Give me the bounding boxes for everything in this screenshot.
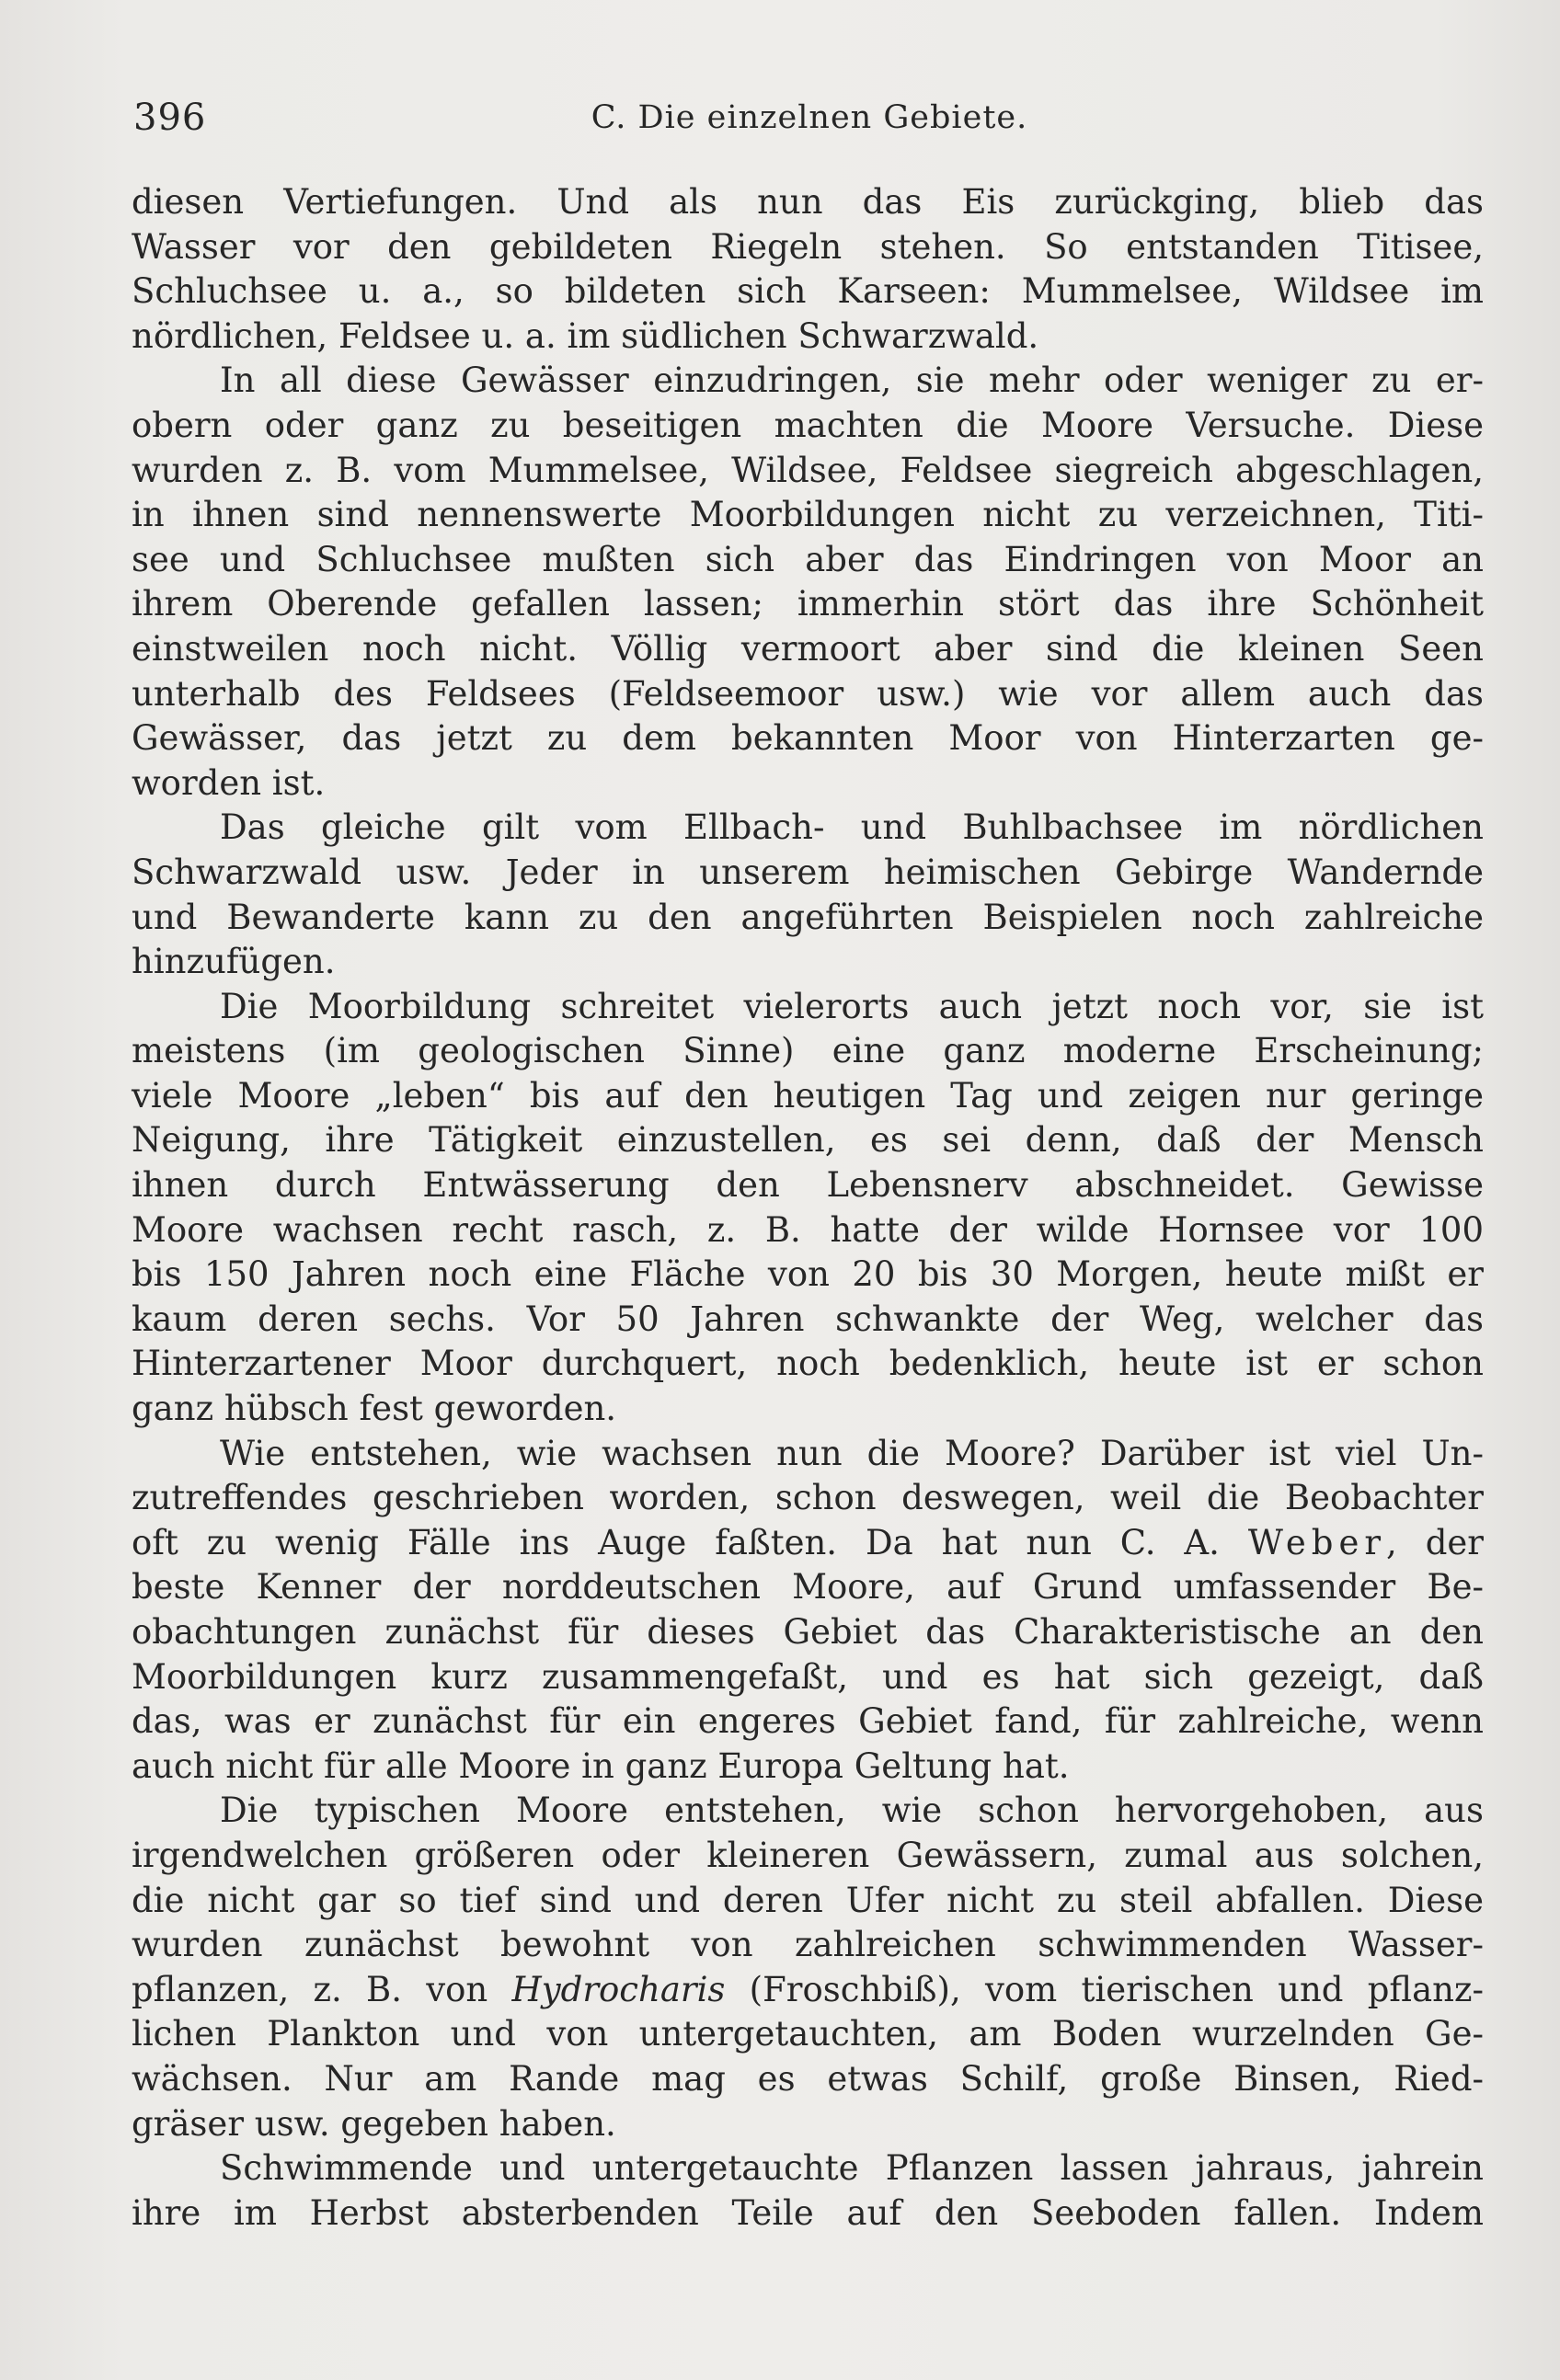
- text-line: ihre im Herbst absterbenden Teile auf den Seeboden fallen. Indem: [132, 2192, 1484, 2233]
- text-line: ihnen durch Entwässerung den Lebensnerv abschneidet. Gewisse: [132, 1165, 1484, 1206]
- text-line: Die typischen Moore entstehen, wie schon hervorgehoben, aus: [220, 1791, 1484, 1831]
- text-line: Schluchsee u. a., so bildeten sich Karseen: Mummelsee, Wildsee im: [132, 271, 1484, 312]
- text-line: wurden z. B. vom Mummelsee, Wildsee, Feldsee siegreich abgeschlagen,: [132, 450, 1484, 490]
- text-line: das, was er zunächst für ein engeres Gebiet fand, für zahlreiche, wenn: [132, 1701, 1484, 1742]
- text-line: Das gleiche gilt vom Ellbach- und Buhlbachsee im nördlichen: [220, 807, 1484, 848]
- text-line: nördlichen, Feldsee u. a. im südlichen Schwarzwald.: [132, 315, 1039, 356]
- text-line: zutreffendes geschrieben worden, schon deswegen, weil die Beobachter: [132, 1478, 1484, 1518]
- text-fragment: pflanzen, z. B. von: [132, 1969, 512, 2009]
- text-line-with-name: [132, 1521, 1484, 1566]
- text-line: viele Moore „leben“ bis auf den heutigen Tag und zeigen nur geringe: [132, 1075, 1484, 1116]
- body-text: [132, 180, 1484, 2236]
- text-line: und Bewanderte kann zu den angeführten Beispielen noch zahlreiche: [132, 897, 1484, 937]
- paragraph-1: [132, 180, 1484, 359]
- text-line: Wie entstehen, wie wachsen nun die Moore? Darüber ist viel Un-: [220, 1433, 1484, 1473]
- paragraph-3: [132, 806, 1484, 984]
- text-line: In all diese Gewässer einzudringen, sie mehr oder weniger zu er-: [220, 360, 1484, 401]
- text-line: lichen Plankton und von untergetauchten, am Boden wurzelnden Ge-: [132, 2014, 1484, 2054]
- text-fragment: , der: [1386, 1522, 1484, 1562]
- text-line: Die Moorbildung schreitet vielerorts auch jetzt noch vor, sie ist: [220, 986, 1484, 1026]
- text-line: unterhalb des Feldsees (Feldseemoor usw.) wie vor allem auch das: [132, 673, 1484, 714]
- text-fragment: oft zu wenig Fälle ins Auge faßten. Da hat nun C. A.: [132, 1522, 1248, 1562]
- paragraph-2: [132, 359, 1484, 806]
- paragraph-7: [132, 2146, 1484, 2236]
- text-line: auch nicht für alle Moore in ganz Europa Geltung hat.: [132, 1745, 1070, 1786]
- text-line: hinzufügen.: [132, 942, 336, 982]
- paragraph-5: [132, 1432, 1484, 1790]
- text-line: obern oder ganz zu beseitigen machten die Moore Versuche. Diese: [132, 405, 1484, 445]
- page-number: 396: [133, 97, 207, 139]
- text-line: beste Kenner der norddeutschen Moore, auf Grund umfassender Be-: [132, 1567, 1484, 1608]
- text-line: meistens (im geologischen Sinne) eine ganz moderne Erscheinung;: [132, 1031, 1484, 1071]
- page-header: [133, 90, 1485, 145]
- text-line-with-italic: [132, 1968, 1484, 2013]
- text-line: ihrem Oberende gefallen lassen; immerhin stört das ihre Schönheit: [132, 584, 1484, 624]
- text-line: in ihnen sind nennenswerte Moorbildungen nicht zu verzeichnen, Titi-: [132, 495, 1484, 535]
- text-line: die nicht gar so tief sind und deren Ufer nicht zu steil abfallen. Diese: [132, 1880, 1484, 1920]
- text-line: bis 150 Jahren noch eine Fläche von 20 bis 30 Morgen, heute mißt er: [132, 1254, 1484, 1295]
- text-line: Schwarzwald usw. Jeder in unserem heimischen Gebirge Wandernde: [132, 852, 1484, 892]
- text-line: Gewässer, das jetzt zu dem bekannten Moor von Hinterzarten ge-: [132, 718, 1484, 759]
- text-line: Wasser vor den gebildeten Riegeln stehen. So entstanden Titisee,: [132, 226, 1484, 267]
- text-line: obachtungen zunächst für dieses Gebiet das Charakteristische an den: [132, 1612, 1484, 1652]
- italic-genus-name: Hydrocharis: [511, 1969, 726, 2009]
- text-line: Hinterzartener Moor durchquert, noch bedenklich, heute ist er schon: [132, 1344, 1484, 1384]
- text-line: Moorbildungen kurz zusammengefaßt, und es hat sich gezeigt, daß: [132, 1656, 1484, 1697]
- text-line: worden ist.: [132, 762, 326, 803]
- text-line: kaum deren sechs. Vor 50 Jahren schwankte der Weg, welcher das: [132, 1299, 1484, 1339]
- text-line: einstweilen noch nicht. Völlig vermoort aber sind die kleinen Seen: [132, 628, 1484, 669]
- text-line: Schwimmende und untergetauchte Pflanzen lassen jahraus, jahrein: [220, 2148, 1484, 2189]
- running-head: C. Die einzelnen Gebiete.: [591, 99, 1028, 136]
- spaced-name-weber: Weber: [1247, 1522, 1387, 1562]
- text-line: see und Schluchsee mußten sich aber das Eindringen von Moor an: [132, 539, 1484, 579]
- text-line: diesen Vertiefungen. Und als nun das Eis zurückging, blieb das: [132, 182, 1484, 222]
- text-line: irgendwelchen größeren oder kleineren Gewässern, zumal aus solchen,: [132, 1835, 1484, 1875]
- paragraph-4: [132, 985, 1484, 1432]
- paragraph-6: [132, 1789, 1484, 2146]
- text-fragment: (Froschbiß), vom tierischen und pflanz-: [725, 1969, 1484, 2009]
- text-line: wächsen. Nur am Rande mag es etwas Schilf, große Binsen, Ried-: [132, 2058, 1484, 2099]
- text-line: wurden zunächst bewohnt von zahlreichen schwimmenden Wasser-: [132, 1925, 1484, 1965]
- text-line: ganz hübsch fest geworden.: [132, 1389, 617, 1429]
- text-line: Neigung, ihre Tätigkeit einzustellen, es sei denn, daß der Mensch: [132, 1120, 1484, 1161]
- text-line: gräser usw. gegeben haben.: [132, 2103, 616, 2144]
- text-line: Moore wachsen recht rasch, z. B. hatte der wilde Hornsee vor 100: [132, 1209, 1484, 1250]
